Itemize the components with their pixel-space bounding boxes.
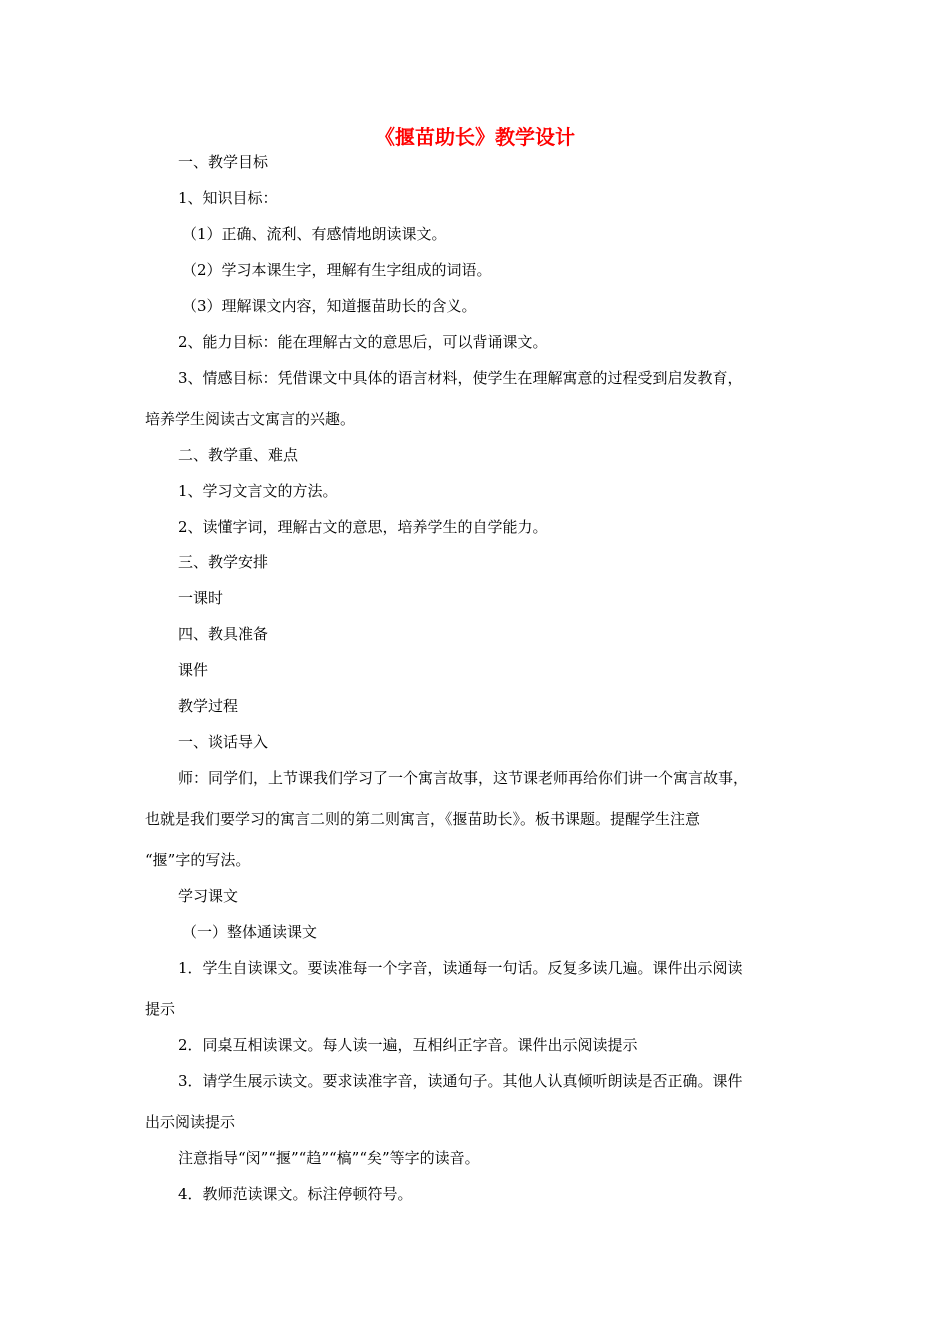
paragraph: 一课时	[178, 589, 224, 607]
paragraph: 3、情感目标：凭借课文中具体的语言材料，使学生在理解寓意的过程受到启发教育，	[178, 369, 743, 387]
paragraph-continuation: 提示	[145, 1000, 176, 1018]
paragraph: 2、能力目标：能在理解古文的意思后，可以背诵课文。	[178, 333, 548, 351]
paragraph-continuation: 培养学生阅读古文寓言的兴趣。	[145, 410, 356, 428]
paragraph: （3）理解课文内容，知道揠苗助长的含义。	[182, 297, 477, 315]
section-heading-materials: 四、教具准备	[178, 625, 269, 643]
document-title: 《揠苗助长》教学设计	[375, 125, 575, 149]
paragraph: 4．教师范读课文。标注停顿符号。	[178, 1185, 413, 1203]
section-heading-goals: 一、教学目标	[178, 153, 269, 171]
paragraph: 2、读懂字词，理解古文的意思，培养学生的自学能力。	[178, 518, 548, 536]
paragraph: 3．请学生展示读文。要求读准字音，读通句子。其他人认真倾听朗读是否正确。课件	[178, 1072, 743, 1090]
section-heading-intro: 一、谈话导入	[178, 733, 269, 751]
paragraph: 1、知识目标：	[178, 189, 278, 207]
paragraph: 课件	[178, 661, 209, 679]
section-heading-key-points: 二、教学重、难点	[178, 446, 299, 464]
paragraph: （1）正确、流利、有感情地朗读课文。	[182, 225, 447, 243]
section-heading-process: 教学过程	[178, 697, 239, 715]
paragraph: 师：同学们，上节课我们学习了一个寓言故事，这节课老师再给你们讲一个寓言故事，	[178, 769, 749, 787]
paragraph-continuation: “揠”字的写法。	[145, 851, 251, 869]
paragraph: （2）学习本课生字，理解有生字组成的词语。	[182, 261, 492, 279]
section-heading-schedule: 三、教学安排	[178, 553, 269, 571]
paragraph: 1．学生自读课文。要读准每一个字音，读通每一句话。反复多读几遍。课件出示阅读	[178, 959, 743, 977]
paragraph: 1、学习文言文的方法。	[178, 482, 338, 500]
paragraph: 2．同桌互相读课文。每人读一遍，互相纠正字音。课件出示阅读提示	[178, 1036, 638, 1054]
section-heading-reading: （一）整体通读课文	[182, 923, 318, 941]
paragraph: 注意指导“闵”“揠”“趋”“槁”“矣”等字的读音。	[178, 1149, 480, 1167]
paragraph-continuation: 也就是我们要学习的寓言二则的第二则寓言，《揠苗助长》。板书课题。提醒学生注意	[145, 810, 701, 828]
section-heading-study: 学习课文	[178, 887, 239, 905]
paragraph-continuation: 出示阅读提示	[145, 1113, 236, 1131]
